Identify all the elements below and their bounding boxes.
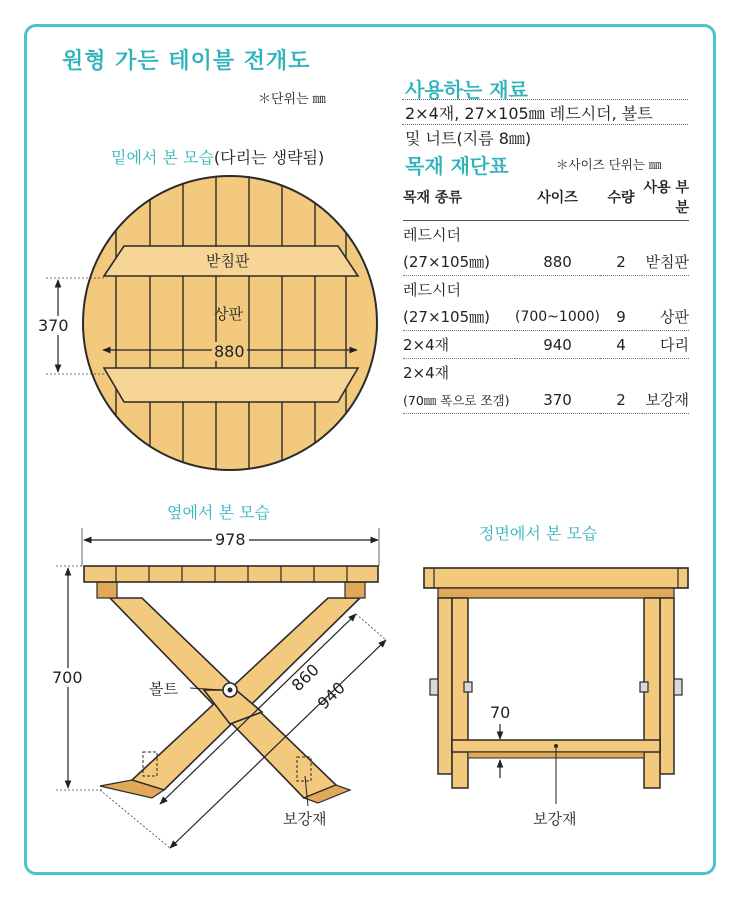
row4-kind: 2×4재 <box>403 364 450 382</box>
dim-940-label: 940 <box>313 678 349 713</box>
dim-diag-ext-bottom <box>100 790 170 848</box>
nut-left <box>464 682 472 692</box>
row3-qty: 4 <box>600 331 642 359</box>
side-brace-left <box>97 582 117 598</box>
side-brace-label: 보강재 <box>283 810 327 828</box>
cut-list-heading: 목재 재단표 <box>405 154 509 178</box>
brace-screw <box>554 744 558 748</box>
bolt-label: 볼트 <box>149 680 178 698</box>
header-qty: 수량 <box>600 176 642 221</box>
header-part: 사용 부분 <box>642 176 689 221</box>
materials-heading: 사용하는 재료 <box>405 78 528 102</box>
front-view-caption: 정면에서 본 모습 <box>479 524 598 543</box>
row4-kind-spec: (70㎜ 폭으로 쪼갬) <box>403 386 515 414</box>
front-tabletop <box>424 568 688 588</box>
row4-qty: 2 <box>600 386 642 414</box>
cut-list-size-note: ＊사이즈 단위는 ㎜ <box>556 157 662 172</box>
materials-line-1: 2×4재, 27×105㎜ 레드시더, 볼트 <box>405 104 653 123</box>
row2-qty: 9 <box>600 303 642 331</box>
dim-diag-ext-top <box>356 614 386 640</box>
header-kind: 목재 종류 <box>403 176 515 221</box>
row2-size: (700~1000) <box>515 303 600 331</box>
bolt-head-right <box>674 679 682 695</box>
row4-size: 370 <box>515 386 600 414</box>
dim-978-label: 978 <box>212 530 249 549</box>
row3-size: 940 <box>515 331 600 359</box>
tabletop-bottom-view <box>83 170 377 480</box>
materials-line-2: 및 너트(지름 8㎜) <box>405 129 532 148</box>
bottom-view-caption-note: (다리는 생략됨) <box>213 148 325 167</box>
bottom-view-caption-main: 밑에서 본 모습 <box>111 148 214 167</box>
front-leg-left-inner <box>452 598 468 788</box>
nut-right <box>640 682 648 692</box>
front-leg-right-outer <box>660 598 674 774</box>
row1-kind-spec: (27×105㎜) <box>403 248 515 276</box>
support-board-bottom <box>104 368 358 402</box>
page-title: 원형 가든 테이블 전개도 <box>62 49 311 74</box>
unit-note: ＊단위는 ㎜ <box>258 92 326 107</box>
row4-part: 보강재 <box>642 386 689 414</box>
header-size: 사이즈 <box>515 176 600 221</box>
row2-kind: 레드시더 <box>403 281 461 299</box>
row2-kind-spec: (27×105㎜) <box>403 303 515 331</box>
row1-part: 받침판 <box>642 248 689 276</box>
row3-kind: 2×4재 <box>403 331 515 359</box>
bolt-head-left <box>430 679 438 695</box>
side-tabletop <box>84 566 378 582</box>
row3-part: 다리 <box>642 331 689 359</box>
front-leg-right-inner <box>644 598 660 788</box>
support-board-label: 받침판 <box>206 252 250 270</box>
front-brace-label: 보강재 <box>533 810 577 828</box>
dim-700-label: 700 <box>52 668 83 687</box>
row1-qty: 2 <box>600 248 642 276</box>
row1-size: 880 <box>515 248 600 276</box>
dim-370-label: 370 <box>38 316 69 335</box>
dim-70-label: 70 <box>490 703 511 722</box>
tabletop-label: 상판 <box>214 305 243 323</box>
front-leg-left-outer <box>438 598 452 774</box>
side-view-caption: 옆에서 본 모습 <box>167 503 270 522</box>
front-support <box>438 588 674 598</box>
row2-part: 상판 <box>642 303 689 331</box>
dim-880-label: 880 <box>214 342 245 361</box>
row1-kind: 레드시더 <box>403 226 461 244</box>
side-brace-right <box>345 582 365 598</box>
dim-860-label: 860 <box>287 660 323 695</box>
